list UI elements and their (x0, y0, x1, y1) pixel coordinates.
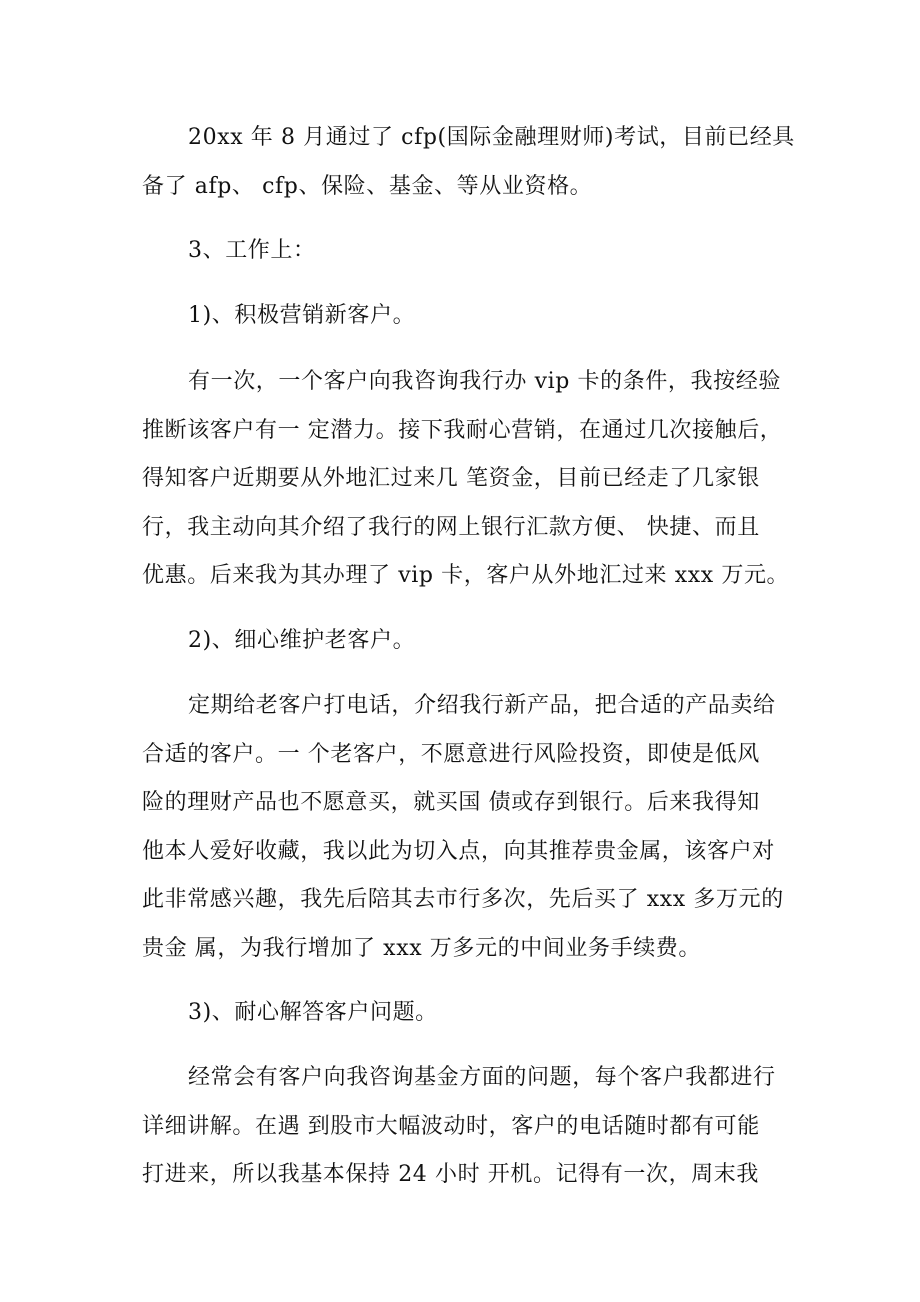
text-line: 得知客户近期要从外地汇过来几 笔资金，目前已经走了几家银 (142, 466, 760, 491)
text-line: 贵金 属，为我行增加了 xxx 万多元的中间业务手续费。 (142, 935, 702, 961)
paragraph-new-customers (142, 358, 792, 601)
text-line: 定期给老客户打电话，介绍我行新产品，把合适的产品卖给 (188, 693, 776, 718)
section-heading-work (142, 227, 792, 276)
text-line: 优惠。后来我为其办理了 vip 卡，客户从外地汇过来 xxx 万元。 (142, 563, 790, 588)
text-line: 推断该客户有一 定潜力。接下我耐心营销，在通过几次接触后， (142, 417, 783, 443)
text-line: 行，我主动向其介绍了我行的网上银行汇款方便、 快捷、而且 (142, 514, 760, 540)
text-line: 合适的客户。一 个老客户，不愿意进行风险投资，即使是低风 (142, 741, 760, 767)
heading-line: 3)、耐心解答客户问题。 (188, 1000, 438, 1025)
heading-line: 1)、积极营销新客户。 (188, 303, 416, 328)
paragraph-old-customers (142, 682, 792, 973)
heading-line: 2)、细心维护老客户。 (188, 628, 416, 653)
paragraph-answer-questions (142, 1054, 792, 1200)
paragraph-qualifications (142, 114, 795, 211)
subheading-old-customers (142, 617, 792, 666)
text-line: 备了 afp、 cfp、保险、基金、等从业资格。 (142, 173, 593, 199)
text-line: 详细讲解。在遇 到股市大幅波动时，客户的电话随时都有可能 (142, 1113, 760, 1139)
text-line: 险的理财产品也不愿意买，就买国 债或存到银行。后来我得知 (142, 790, 760, 815)
text-line: 打进来，所以我基本保持 24 小时 开机。记得有一次，周末我 (142, 1162, 759, 1187)
text-line: 此非常感兴趣，我先后陪其去市行多次，先后买了 xxx 多万元的 (142, 887, 784, 912)
text-line: 有一次，一个客户向我咨询我行办 vip 卡的条件，我按经验 (188, 369, 781, 394)
text-line: 20xx 年 8 月通过了 cfp(国际金融理财师)考试，目前已经具 (188, 125, 795, 150)
heading-line: 3、工作上： (188, 238, 316, 263)
text-line: 经常会有客户向我咨询基金方面的问题，每个客户我都进行 (188, 1065, 776, 1090)
subheading-new-customers (142, 292, 792, 341)
text-line: 他本人爱好收藏，我以此为切入点，向其推荐贵金属，该客户对 (142, 838, 775, 864)
subheading-answer-questions (142, 989, 792, 1038)
